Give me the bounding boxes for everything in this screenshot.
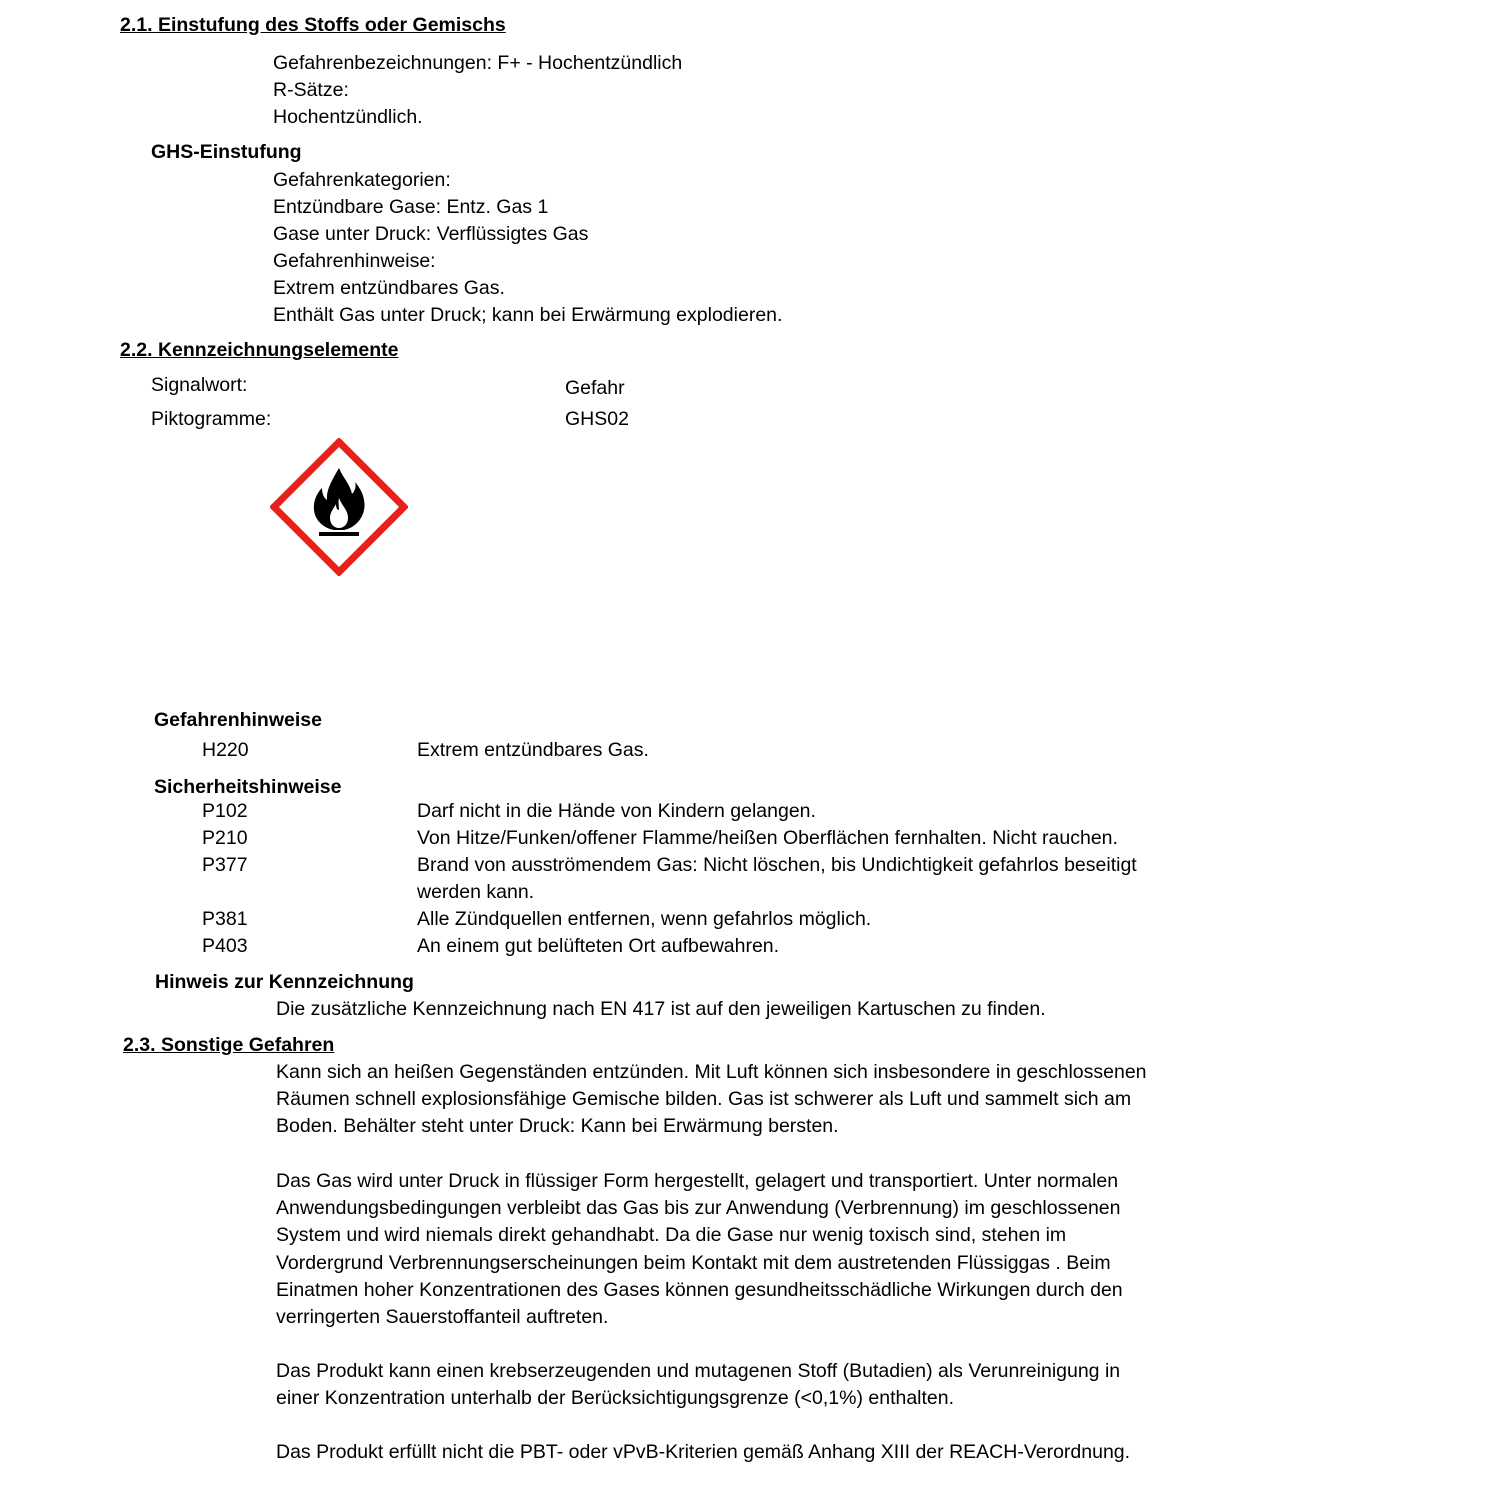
section-2-1-heading: 2.1. Einstufung des Stoffs oder Gemischs bbox=[120, 14, 506, 36]
paragraph-line: Das Produkt kann einen krebserzeugenden und mutagenen Stoff (Butadien) als Verunreinigung in bbox=[276, 1360, 1121, 1382]
paragraph-line: System und wird niemals direkt gehandhabt. Da die Gase nur wenig toxisch sind, stehen im bbox=[276, 1224, 1067, 1247]
paragraph-line: Räumen schnell explosionsfähige Gemische bilden. Gas ist schwerer als Luft und sammelt sich am bbox=[276, 1088, 1132, 1111]
ghs-classification-heading: GHS-Einstufung bbox=[151, 141, 302, 163]
signal-word-value: Gefahr bbox=[565, 377, 625, 399]
other-hazards-paragraph bbox=[276, 1059, 1256, 1141]
section-2-2-heading: 2.2. Kennzeichnungselemente bbox=[120, 339, 399, 361]
paragraph-line: einer Konzentration unterhalb der Berücksichtigungsgrenze (<0,1%) enthalten. bbox=[276, 1387, 955, 1410]
precaution-text: Brand von ausströmendem Gas: Nicht löschen, bis Undichtigkeit gefahrlos beseitigt bbox=[417, 854, 1137, 876]
r-phrases-label: R-Sätze: bbox=[273, 79, 349, 101]
r-phrase-text: Hochentzündlich. bbox=[273, 106, 423, 128]
pictogram-value: GHS02 bbox=[565, 408, 629, 430]
paragraph-line: verringerten Sauerstoffanteil auftreten. bbox=[276, 1305, 609, 1328]
ghs-line: Gase unter Druck: Verflüssigtes Gas bbox=[273, 223, 589, 245]
ghs-line: Gefahrenkategorien: bbox=[273, 169, 451, 191]
precaution-text: Von Hitze/Funken/offener Flamme/heißen Oberflächen fernhalten. Nicht rauchen. bbox=[417, 827, 1118, 849]
paragraph-line: Das Produkt erfüllt nicht die PBT- oder vPvB-Kriterien gemäß Anhang XIII der REACH-Verordnung. bbox=[276, 1441, 1131, 1463]
other-hazards-paragraph bbox=[276, 1439, 1256, 1466]
paragraph-line: Vordergrund Verbrennungserscheinungen beim Kontakt mit dem austretenden Flüssiggas . Beim bbox=[276, 1251, 1111, 1274]
ghs-line: Gefahrenhinweise: bbox=[273, 250, 436, 272]
precaution-text-continued: werden kann. bbox=[417, 881, 535, 903]
other-hazards-paragraph bbox=[276, 1358, 1256, 1412]
paragraph-line: Kann sich an heißen Gegenständen entzünden. Mit Luft können sich insbesondere in geschlossenen bbox=[276, 1061, 1147, 1083]
ghs-line: Extrem entzündbares Gas. bbox=[273, 277, 505, 299]
paragraph-line: Das Gas wird unter Druck in flüssiger Form hergestellt, gelagert und transportiert. Unter normalen bbox=[276, 1170, 1119, 1192]
precaution-code: P102 bbox=[202, 800, 248, 822]
flame-pictogram-icon bbox=[270, 438, 408, 576]
section-2-3-heading: 2.3. Sonstige Gefahren bbox=[123, 1034, 335, 1056]
precaution-code: P210 bbox=[202, 827, 248, 849]
hazard-code: H220 bbox=[202, 739, 249, 761]
pictogram-label: Piktogramme: bbox=[151, 408, 272, 430]
precaution-code: P377 bbox=[202, 854, 248, 876]
paragraph-line: Einatmen hoher Konzentrationen des Gases können gesundheitsschädliche Wirkungen durch den bbox=[276, 1278, 1123, 1301]
other-hazards-paragraph bbox=[276, 1168, 1256, 1331]
precaution-text: Alle Zündquellen entfernen, wenn gefahrlos möglich. bbox=[417, 908, 872, 930]
hazard-statements-heading: Gefahrenhinweise bbox=[154, 709, 322, 731]
paragraph-line: Boden. Behälter steht unter Druck: Kann bei Erwärmung bersten. bbox=[276, 1115, 839, 1138]
precaution-code: P381 bbox=[202, 908, 248, 930]
hazard-designation-line: Gefahrenbezeichnungen: F+ - Hochentzündlich bbox=[273, 52, 683, 74]
hazard-text: Extrem entzündbares Gas. bbox=[417, 739, 649, 761]
signal-word-label: Signalwort: bbox=[151, 374, 248, 396]
precaution-text: Darf nicht in die Hände von Kindern gelangen. bbox=[417, 800, 816, 822]
paragraph-line: Anwendungsbedingungen verbleibt das Gas bis zur Anwendung (Verbrennung) im geschlossenen bbox=[276, 1197, 1121, 1220]
labelling-note-heading: Hinweis zur Kennzeichnung bbox=[155, 971, 414, 993]
precautionary-statements-heading: Sicherheitshinweise bbox=[154, 776, 342, 798]
precaution-code: P403 bbox=[202, 935, 248, 957]
precaution-text: An einem gut belüfteten Ort aufbewahren. bbox=[417, 935, 780, 957]
labelling-note-text: Die zusätzliche Kennzeichnung nach EN 417 ist auf den jeweiligen Kartuschen zu finden. bbox=[276, 998, 1046, 1020]
ghs-line: Enthält Gas unter Druck; kann bei Erwärmung explodieren. bbox=[273, 304, 783, 326]
ghs-line: Entzündbare Gase: Entz. Gas 1 bbox=[273, 196, 549, 218]
